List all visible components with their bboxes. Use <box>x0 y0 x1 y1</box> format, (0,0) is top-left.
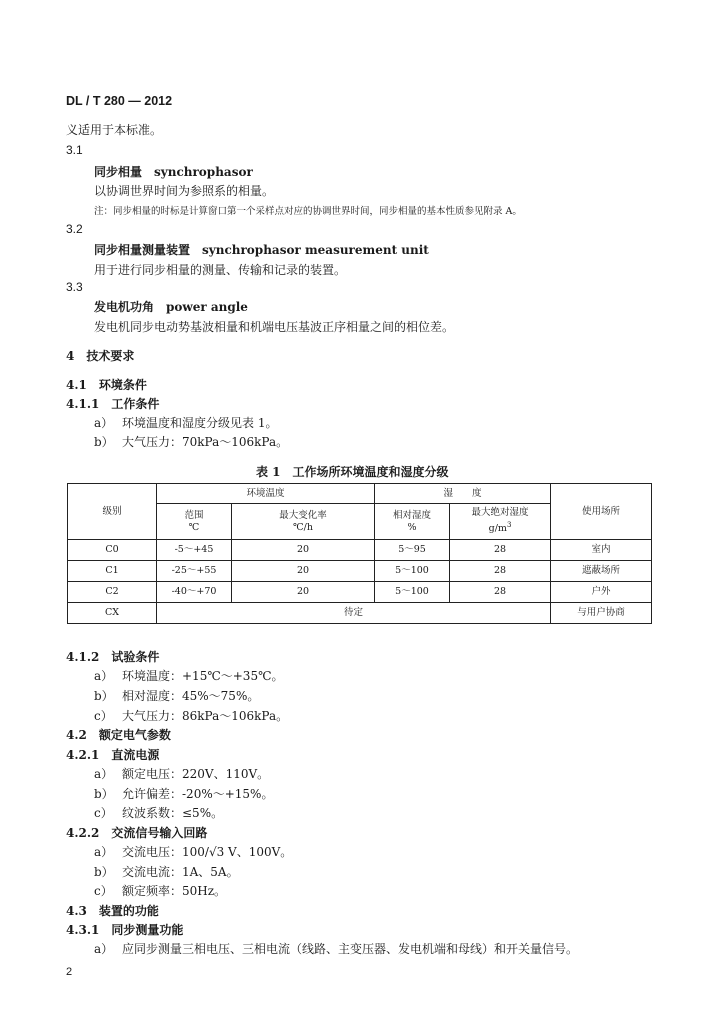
header-rel-label: 相对湿度 <box>393 509 432 521</box>
list-label: a） <box>94 845 114 859</box>
page-number: 2 <box>66 966 73 978</box>
section-heading: 4.2 额定电气参数 <box>66 728 171 742</box>
standard-number: DL / T 280 — 2012 <box>66 94 173 108</box>
term-number: 3.1 <box>66 143 83 157</box>
list-item <box>94 843 292 860</box>
list-text: 交流电流：1A、5A。 <box>122 865 239 879</box>
list-item <box>94 804 223 821</box>
cell-place: 户外 <box>551 582 652 603</box>
header-absolute-humidity <box>450 504 551 540</box>
cell-place: 室内 <box>551 540 652 561</box>
header-max-change-label: 最大变化率 <box>279 509 327 521</box>
list-text: 纹波系数：≤5%。 <box>122 806 224 820</box>
header-grade: 级别 <box>68 484 157 540</box>
cell-rel: 5～100 <box>375 582 450 603</box>
cell-abs: 28 <box>450 540 551 561</box>
cell-grade: C0 <box>68 540 157 561</box>
list-item <box>94 667 284 684</box>
section-heading: 4.1 环境条件 <box>66 378 147 392</box>
term-definition: 发电机同步电动势基波相量和机端电压基波正序相量之间的相位差。 <box>94 320 455 334</box>
term-note: 注：同步相量的时标是计算窗口第一个采样点对应的协调世界时间，同步相量的基本性质参见附录 A。 <box>94 206 522 217</box>
term-number: 3.2 <box>66 222 83 236</box>
header-use-place: 使用场所 <box>551 484 652 540</box>
list-text: 环境温度和湿度分级见表 1。 <box>122 416 278 430</box>
subsection-heading: 4.2.2 交流信号输入回路 <box>66 826 208 840</box>
subsection-heading: 4.1.1 工作条件 <box>66 397 160 411</box>
list-text: 额定频率：50Hz。 <box>122 884 227 898</box>
cell-range: -5～+45 <box>157 540 232 561</box>
list-text: 交流电压：100/√3 V、100V。 <box>122 845 293 859</box>
table-caption: 表 1 工作场所环境温度和湿度分级 <box>256 465 449 479</box>
cell-range: -40～+70 <box>157 582 232 603</box>
header-max-change <box>232 504 375 540</box>
header-range <box>157 504 232 540</box>
intro-line: 义适用于本标准。 <box>66 123 163 137</box>
cell-rate: 20 <box>232 561 375 582</box>
cell-range: -25～+55 <box>157 561 232 582</box>
list-text: 允许偏差：-20%～+15%。 <box>122 787 274 801</box>
subsection-heading: 4.3.1 同步测量功能 <box>66 923 184 937</box>
term-definition: 用于进行同步相量的测量、传输和记录的装置。 <box>94 263 347 277</box>
list-text: 大气压力：70kPa～106kPa。 <box>122 435 289 449</box>
list-item <box>94 863 239 880</box>
cell-rate: 20 <box>232 582 375 603</box>
list-item <box>94 882 226 899</box>
cell-grade: C1 <box>68 561 157 582</box>
header-rel-unit: % <box>407 521 417 533</box>
list-item <box>94 765 269 782</box>
list-label: b） <box>94 865 114 879</box>
header-range-label: 范围 <box>184 509 204 521</box>
header-abs-label: 最大绝对湿度 <box>471 507 529 519</box>
list-label: a） <box>94 416 114 430</box>
cell-rate: 20 <box>232 540 375 561</box>
list-item <box>94 433 288 450</box>
section-heading: 4.3 装置的功能 <box>66 904 159 918</box>
term-title: 同步相量测量装置 synchrophasor measurement unit <box>94 243 429 257</box>
cell-abs: 28 <box>450 582 551 603</box>
environment-table <box>67 483 652 624</box>
cell-rel: 5～100 <box>375 561 450 582</box>
cell-rel: 5～95 <box>375 540 450 561</box>
cell-grade: CX <box>68 603 157 624</box>
list-label: a） <box>94 942 114 956</box>
list-item <box>94 414 277 431</box>
list-label: b） <box>94 689 114 703</box>
list-text: 环境温度：+15℃～+35℃。 <box>122 669 284 683</box>
list-label: b） <box>94 787 114 801</box>
table-row <box>68 582 652 603</box>
list-label: b） <box>94 435 114 449</box>
cell-place: 与用户协商 <box>551 603 652 624</box>
header-humidity: 湿 度 <box>375 484 551 504</box>
header-range-unit: ℃ <box>188 521 200 533</box>
list-item <box>94 707 288 724</box>
header-max-change-unit: ℃/h <box>293 521 313 533</box>
list-label: c） <box>94 806 113 820</box>
header-abs-sup: 3 <box>506 521 512 530</box>
table-row <box>68 603 652 624</box>
cell-pending: 待定 <box>157 603 551 624</box>
term-title: 同步相量 synchrophasor <box>94 165 253 179</box>
cell-place: 遮蔽场所 <box>551 561 652 582</box>
list-item <box>94 940 578 957</box>
term-title: 发电机功角 power angle <box>94 300 248 314</box>
list-label: c） <box>94 709 113 723</box>
header-temperature: 环境温度 <box>157 484 375 504</box>
list-label: a） <box>94 767 114 781</box>
list-text: 大气压力：86kPa～106kPa。 <box>122 709 289 723</box>
section-heading: 4 技术要求 <box>66 349 135 363</box>
header-abs-unit: g/m <box>488 523 507 535</box>
list-label: c） <box>94 884 113 898</box>
list-text: 相对湿度：45%～75%。 <box>122 689 260 703</box>
term-number: 3.3 <box>66 280 83 294</box>
subsection-heading: 4.1.2 试验条件 <box>66 650 160 664</box>
list-label: a） <box>94 669 114 683</box>
cell-grade: C2 <box>68 582 157 603</box>
list-text: 应同步测量三相电压、三相电流（线路、主变压器、发电机端和母线）和开关量信号。 <box>122 942 579 956</box>
subsection-heading: 4.2.1 直流电源 <box>66 748 160 762</box>
cell-abs: 28 <box>450 561 551 582</box>
term-definition: 以协调世界时间为参照系的相量。 <box>94 184 275 198</box>
table-row <box>68 540 652 561</box>
list-item <box>94 785 273 802</box>
header-relative-humidity <box>375 504 450 540</box>
list-text: 额定电压：220V、110V。 <box>122 767 270 781</box>
list-item <box>94 687 259 704</box>
table-row <box>68 561 652 582</box>
